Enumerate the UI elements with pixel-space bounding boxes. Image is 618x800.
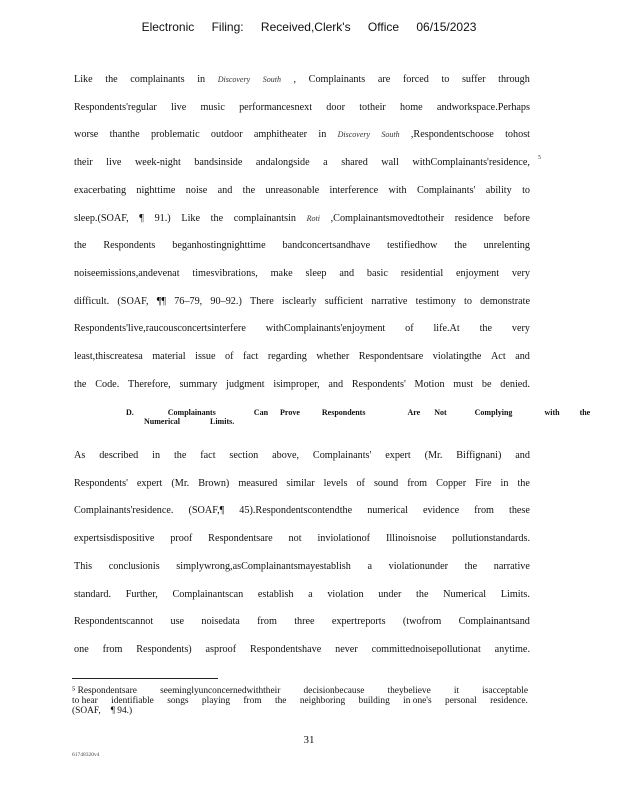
word: Like (74, 74, 93, 85)
word: This (74, 560, 93, 572)
word: personal (445, 696, 477, 706)
word: ¶ 94.) (110, 706, 133, 716)
word: the (105, 74, 118, 85)
word: and (515, 450, 530, 461)
word: thanthe (109, 129, 140, 141)
word: complainantsin (233, 212, 296, 224)
word: similar (286, 477, 315, 489)
word: the (416, 588, 429, 600)
word: Act (490, 351, 506, 362)
word: Copper (436, 477, 467, 489)
subheading-word: Numerical (144, 417, 180, 426)
word: section (229, 450, 259, 461)
word: withComplainants'residence, (412, 157, 530, 169)
word: from (257, 616, 277, 628)
word: Respondentscannot (74, 616, 154, 628)
subheading-word: Can (253, 408, 269, 417)
word: home (400, 101, 423, 113)
word: Roti (306, 213, 320, 223)
word: to (441, 74, 450, 85)
word: issue (195, 351, 216, 362)
word: expertsisdispositive (74, 533, 155, 545)
word: unreasonable (265, 184, 320, 196)
subheading-word: Not (434, 408, 447, 417)
word: from (102, 643, 123, 655)
word: shared (341, 157, 368, 169)
subheading-word: Limits. (210, 417, 235, 426)
word: anytime. (494, 643, 530, 655)
word: Complainants'residence. (74, 505, 174, 517)
word: narrative (493, 560, 530, 572)
footnote-line (72, 696, 528, 706)
word: be (481, 378, 492, 390)
word: complainants (130, 74, 185, 85)
word: theybelieve (387, 686, 431, 696)
text-line (74, 296, 530, 307)
text-line (74, 561, 530, 572)
word: violatingthe (432, 351, 482, 362)
word: isacceptable (482, 686, 528, 696)
word: basic (366, 267, 388, 279)
word: from (474, 505, 494, 517)
word: amphitheater (253, 129, 308, 141)
word: must (453, 378, 474, 390)
word: Respondentsare (208, 533, 273, 545)
word: their (74, 157, 93, 169)
word: sleep.(SOAF, (74, 212, 129, 224)
word: forced (402, 74, 429, 85)
word: (twofrom (402, 616, 442, 628)
word: very (511, 267, 530, 279)
word: a (367, 560, 373, 572)
word: South (262, 75, 281, 84)
word: to (464, 295, 472, 307)
word: and (217, 184, 233, 196)
word: neighboring (299, 696, 346, 706)
text-line (74, 323, 530, 334)
word: ,Complainantsmovedtotheir (330, 212, 445, 224)
word: outdoor (210, 129, 243, 141)
word: live (106, 157, 122, 169)
word: seeminglyunconcernedwiththeir (160, 686, 281, 696)
subheading-word: Respondents (321, 408, 366, 417)
subheading-word: Complying (474, 408, 513, 417)
word: Numerical (443, 588, 487, 600)
word: Code. (95, 378, 120, 390)
word: whether (316, 351, 350, 362)
word: Complainants' (416, 184, 476, 196)
word: from (407, 477, 428, 489)
text-line (74, 268, 530, 279)
page-number: 31 (303, 734, 315, 746)
word: the (517, 477, 530, 489)
word: week-night (134, 157, 181, 169)
word: As (74, 450, 86, 461)
word: music (200, 101, 225, 113)
word: not (288, 533, 302, 545)
word: fact (243, 351, 259, 362)
word: beganhostingnighttime (172, 240, 266, 252)
word: ⁵ Respondentsare (72, 686, 137, 696)
word: Respondents'regular (74, 101, 157, 113)
word: standard. (74, 588, 112, 600)
word: of (356, 477, 365, 489)
word: of (225, 351, 234, 362)
text-line (74, 74, 530, 85)
word: to hear (72, 696, 98, 706)
word: the (242, 184, 256, 196)
word: very (511, 323, 530, 335)
word: (Mr. (171, 477, 190, 489)
subheading-word: Prove (280, 408, 300, 417)
subheading-word: the (579, 408, 591, 417)
subheading-word: Complainants (167, 408, 216, 417)
word: committednoisepollutionat (371, 643, 481, 655)
word: described (99, 450, 139, 461)
word: never (335, 643, 358, 655)
word: measured (238, 477, 278, 489)
footnote-separator (72, 678, 218, 679)
word: sound (373, 477, 399, 489)
word: South (381, 130, 400, 140)
word: three (294, 616, 315, 628)
word: Like (181, 212, 201, 224)
word: noise (185, 184, 208, 196)
word: through (498, 74, 530, 85)
word: in (500, 477, 509, 489)
word: identifiable (111, 696, 154, 706)
word: regarding (267, 351, 307, 362)
text-line (74, 505, 530, 516)
word: pollutionstandards. (452, 533, 530, 545)
word: simplywrong,asComplainantsmayestablish (176, 560, 351, 572)
word: the (173, 450, 187, 461)
word: enjoyment (456, 267, 500, 279)
word: to (522, 184, 530, 196)
word: difficult. (74, 295, 110, 307)
text-line (74, 185, 530, 196)
footnote-line (72, 686, 528, 696)
word: (SOAF,¶ (188, 505, 225, 517)
word: nighttime (136, 184, 176, 196)
word: playing (201, 696, 231, 706)
word: are (377, 74, 391, 85)
word: the (210, 212, 224, 224)
word: Brown) (198, 477, 230, 489)
word: Motion (414, 378, 445, 390)
word: sufficient (324, 295, 364, 307)
word: Respondentshave (249, 643, 322, 655)
word: life.At (433, 323, 460, 335)
word: asproof (205, 643, 237, 655)
text-line (74, 589, 530, 600)
text-line (74, 478, 530, 489)
footnote-line (72, 706, 528, 716)
word: Therefore, (128, 378, 171, 390)
word: before (503, 212, 530, 224)
word: , (293, 74, 297, 85)
word: Respondents'live,raucousconcertsinterfere (74, 323, 246, 335)
word: There (250, 295, 274, 307)
word: fact (200, 450, 216, 461)
word: ¶¶ (156, 295, 166, 307)
word: performancesnext (239, 101, 313, 113)
word: live (170, 101, 187, 113)
word: Complainants (308, 74, 366, 85)
word: timesvibrations, (192, 267, 258, 279)
section-subheading (126, 408, 590, 426)
word: a (323, 157, 328, 169)
word: Respondents (103, 240, 156, 252)
text-line (74, 644, 530, 655)
word: demonstrate (480, 295, 530, 307)
word: judgment (226, 378, 265, 390)
word: songs (167, 696, 189, 706)
word: inviolationof (317, 533, 371, 545)
word: Respondents' (351, 378, 406, 390)
filing-header: Electronic Filing: Received,Clerk's Office 06/15/2023 (141, 20, 477, 34)
word: and (328, 378, 344, 390)
text-line (74, 102, 530, 113)
footnote-marker: 5 (538, 155, 541, 161)
word: unrelenting (483, 240, 530, 252)
word: isimproper, (273, 378, 320, 390)
word: bandsinside (194, 157, 243, 169)
word: denied. (500, 378, 530, 390)
document-id: 61748320v4 (72, 752, 100, 758)
word: it (453, 686, 460, 696)
word: testifiedhow (387, 240, 438, 252)
text-line (74, 351, 530, 362)
word: tohost (505, 129, 530, 141)
word: building (358, 696, 390, 706)
word: (SOAF, (72, 706, 101, 716)
word: in (318, 129, 327, 141)
word: evidence (422, 505, 460, 517)
word: andworkspace.Perhaps (436, 101, 530, 113)
text-line (74, 616, 530, 627)
word: noisedata (201, 616, 240, 628)
word: expert (136, 477, 163, 489)
word: the (479, 323, 493, 335)
word: the (74, 378, 87, 390)
subheading-word: with (544, 408, 560, 417)
word: the (275, 696, 287, 706)
text-line (74, 213, 530, 224)
word: from (243, 696, 262, 706)
word: least,thiscreatesa (74, 351, 143, 362)
word: conclusionis (108, 560, 160, 572)
word: ,Respondentschoose (410, 129, 494, 141)
word: suffer (461, 74, 486, 85)
word: Complainantscan (172, 588, 244, 600)
word: the (74, 240, 87, 252)
subheading-row-1 (126, 408, 590, 417)
word: withComplainants'enjoyment (265, 323, 386, 335)
word: these (508, 505, 530, 517)
word: violationunder (388, 560, 449, 572)
word: of (405, 323, 414, 335)
word: Illinoisnoise (385, 533, 437, 545)
text-line (74, 379, 530, 390)
word: (SOAF, (117, 295, 149, 307)
word: the (454, 240, 467, 252)
subheading-row-2 (126, 417, 590, 426)
word: Limits. (500, 588, 530, 600)
word: establish (257, 588, 294, 600)
word: one (74, 643, 89, 655)
text-line (74, 450, 530, 461)
word: testimony (415, 295, 456, 307)
word: use (170, 616, 185, 628)
word: material (152, 351, 186, 362)
word: the (464, 560, 478, 572)
word: 76–79, (174, 295, 203, 307)
word: wall (381, 157, 399, 169)
word: levels (323, 477, 348, 489)
word: interference (329, 184, 379, 196)
word: noiseemissions,andevenat (74, 267, 180, 279)
text-line (74, 240, 530, 251)
word: Further, (125, 588, 158, 600)
word: Fire (475, 477, 492, 489)
word: ¶ (139, 212, 144, 224)
text-line (74, 157, 530, 168)
word: bandconcertsandhave (282, 240, 371, 252)
word: and (339, 267, 355, 279)
word: in one's (403, 696, 432, 706)
word: Complainantsand (458, 616, 530, 628)
word: Respondents) (136, 643, 192, 655)
word: isclearly (282, 295, 317, 307)
word: 90–92.) (210, 295, 242, 307)
word: narrative (371, 295, 408, 307)
word: 45).Respondentscontendthe (239, 505, 353, 517)
word: totheir (359, 101, 386, 113)
text-line (74, 129, 530, 140)
word: decisionbecause (303, 686, 365, 696)
word: numerical (367, 505, 408, 517)
word: Complainants' (312, 450, 372, 461)
subheading-word: D. (126, 408, 134, 417)
word: door (326, 101, 345, 113)
subheading-word: Are (407, 408, 421, 417)
word: residence. (490, 696, 528, 706)
word: ability (485, 184, 512, 196)
word: residential (400, 267, 444, 279)
text-line (74, 533, 530, 544)
word: Respondentsare (358, 351, 424, 362)
word: worse (74, 129, 99, 141)
word: in (197, 74, 206, 85)
word: Discovery (217, 75, 251, 84)
word: with (388, 184, 407, 196)
word: under (378, 588, 402, 600)
word: (Mr. (424, 450, 443, 461)
word: expertreports (331, 616, 386, 628)
word: andalongside (255, 157, 310, 169)
word: 91.) (154, 212, 171, 224)
word: violation (327, 588, 364, 600)
word: Biffignani) (456, 450, 502, 461)
word: summary (179, 378, 218, 390)
word: above, (272, 450, 300, 461)
word: exacerbating (74, 184, 127, 196)
word: in (152, 450, 161, 461)
word: make (270, 267, 293, 279)
word: sleep (305, 267, 327, 279)
word: a (308, 588, 313, 600)
word: residence (454, 212, 494, 224)
word: Respondents' (74, 477, 128, 489)
word: problematic (150, 129, 200, 141)
word: proof (170, 533, 193, 545)
word: Discovery (337, 130, 371, 140)
word: and (515, 351, 530, 362)
word: expert (385, 450, 411, 461)
